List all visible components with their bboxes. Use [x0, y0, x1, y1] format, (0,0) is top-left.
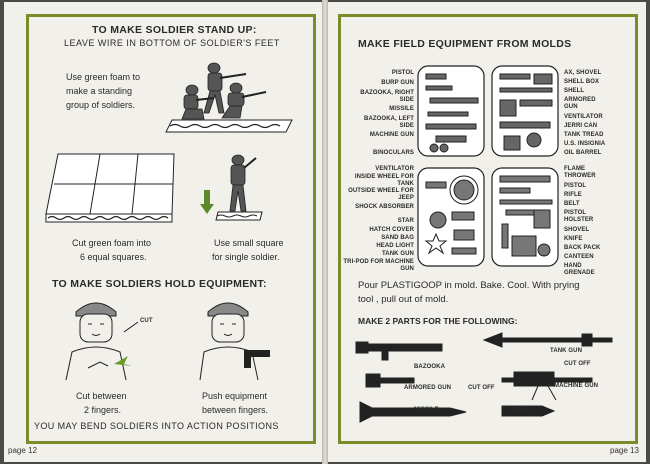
- mold2-label-rifle: RIFLE: [564, 192, 582, 198]
- cut-pointer: [122, 320, 142, 334]
- part-label-missile: MISSILE: [414, 407, 439, 413]
- part-label-machine-gun: MACHINE GUN: [554, 383, 599, 389]
- mold1-label-missile: MISSILE: [389, 106, 414, 112]
- stand-title: TO MAKE SOLDIER STAND UP:: [92, 24, 257, 36]
- mold2-label-sand-bag: SAND BAG: [381, 235, 414, 241]
- left-page: [4, 2, 322, 462]
- cut-between-text-1: Cut between: [76, 391, 127, 401]
- mold-1-illustration: [416, 64, 562, 160]
- stand-subtitle: LEAVE WIRE IN BOTTOM OF SOLDIER'S FEET: [64, 38, 280, 48]
- soldier-cut-illustration: [62, 294, 142, 380]
- mold2-label-star: STAR: [397, 218, 414, 224]
- mold1-label-ax-shovel: AX, SHOVEL: [564, 70, 602, 76]
- mold2-label-hatch-cover: HATCH COVER: [369, 227, 414, 233]
- mold1-label-ventilator: VENTILATOR: [564, 114, 603, 120]
- cut-between-text-2: 2 fingers.: [84, 405, 122, 415]
- mold1-label-shell: SHELL: [564, 88, 585, 94]
- small-square-text-1: Use small square: [214, 238, 284, 248]
- bend-text: YOU MAY BEND SOLDIERS INTO ACTION POSITIONS: [34, 421, 279, 431]
- mold1-label-bazooka-left: BAZOOKA, LEFT SIDE: [364, 116, 414, 129]
- part-label-cut-off-2: CUT OFF: [468, 385, 495, 391]
- two-parts-title: MAKE 2 PARTS FOR THE FOLLOWING:: [358, 316, 518, 326]
- hold-title: TO MAKE SOLDIERS HOLD EQUIPMENT:: [52, 278, 267, 290]
- pour-text-1: Pour PLASTIGOOP in mold. Bake. Cool. With prying: [358, 280, 580, 291]
- mold2-label-inside-wheel: INSIDE WHEEL FOR TANK: [354, 174, 414, 187]
- foam-grid-illustration: [44, 152, 184, 228]
- soldier-group-illustration: [164, 60, 294, 138]
- mold2-label-shovel: SHOVEL: [564, 227, 590, 233]
- mold1-label-binoculars: BINOCULARS: [373, 150, 414, 156]
- push-text-2: between fingers.: [202, 405, 269, 415]
- mold1-label-burp-gun: BURP GUN: [381, 80, 414, 86]
- foam-group-text-3: group of soldiers.: [66, 100, 136, 110]
- mold1-label-shell-box: SHELL BOX: [564, 79, 600, 85]
- mold2-label-outside-wheel: OUTSIDE WHEEL FOR JEEP: [348, 188, 414, 201]
- cut-label: CUT: [140, 318, 153, 324]
- mold2-label-pistol: PISTOL: [564, 183, 587, 189]
- small-square-text-2: for single soldier.: [212, 252, 280, 262]
- mold2-label-flame-thrower: FLAME THROWER: [564, 166, 596, 179]
- part-label-shell: SHELL: [512, 407, 533, 413]
- mold1-label-armored-gun: ARMORED GUN: [564, 97, 596, 110]
- pour-text-2: tool , pull out of mold.: [358, 294, 449, 305]
- part-label-bazooka: BAZOOKA: [414, 364, 446, 370]
- mold2-label-knife: KNIFE: [564, 236, 583, 242]
- mold1-label-us-insignia: U.S. INSIGNIA: [564, 141, 606, 147]
- mold2-label-tank-gun: TANK GUN: [381, 251, 414, 257]
- mold2-label-head-light: HEAD LIGHT: [376, 243, 414, 249]
- parts-illustration: [352, 330, 632, 430]
- molds-title: MAKE FIELD EQUIPMENT FROM MOLDS: [358, 38, 572, 50]
- mold2-label-pistol-holster: PISTOL HOLSTER: [564, 210, 594, 223]
- mold2-label-tripod: TRI-POD FOR MACHINE GUN: [343, 259, 414, 272]
- mold2-label-ventilator: VENTILATOR: [375, 166, 414, 172]
- mold-2-illustration: [416, 166, 562, 270]
- foam-group-text-1: Use green foam to: [66, 72, 141, 82]
- mold1-label-pistol: PISTOL: [391, 70, 414, 76]
- cut-foam-text-2: 6 equal squares.: [80, 252, 147, 262]
- part-label-tank-gun: TANK GUN: [550, 348, 583, 354]
- mold1-label-oil-barrel: OIL BARREL: [564, 150, 602, 156]
- cut-foam-text-1: Cut green foam into: [72, 238, 152, 248]
- mold2-label-back-pack: BACK PACK: [564, 245, 601, 251]
- part-label-armored-gun: ARMORED GUN: [404, 385, 452, 391]
- mold1-label-tank-tread: TANK TREAD: [564, 132, 604, 138]
- mold2-label-belt: BELT: [564, 201, 580, 207]
- part-label-cut-off-1: CUT OFF: [564, 361, 591, 367]
- page-number-left: page 12: [8, 446, 37, 455]
- mold2-label-shock-absorber: SHOCK ABSORBER: [355, 204, 414, 210]
- foam-group-text-2: make a standing: [66, 86, 133, 96]
- right-page: [328, 2, 646, 462]
- push-text-1: Push equipment: [202, 391, 268, 401]
- mold1-label-bazooka-right: BAZOOKA, RIGHT SIDE: [360, 90, 414, 103]
- page-number-right: page 13: [610, 446, 639, 455]
- soldier-gun-illustration: [200, 294, 280, 380]
- mold2-label-hand-grenade: HAND GRENADE: [564, 263, 595, 276]
- mold1-label-jerri-can: JERRI CAN: [564, 123, 598, 129]
- mold1-label-machine-gun: MACHINE GUN: [369, 132, 414, 138]
- single-soldier-illustration: [204, 152, 274, 228]
- mold2-label-canteen: CANTEEN: [564, 254, 594, 260]
